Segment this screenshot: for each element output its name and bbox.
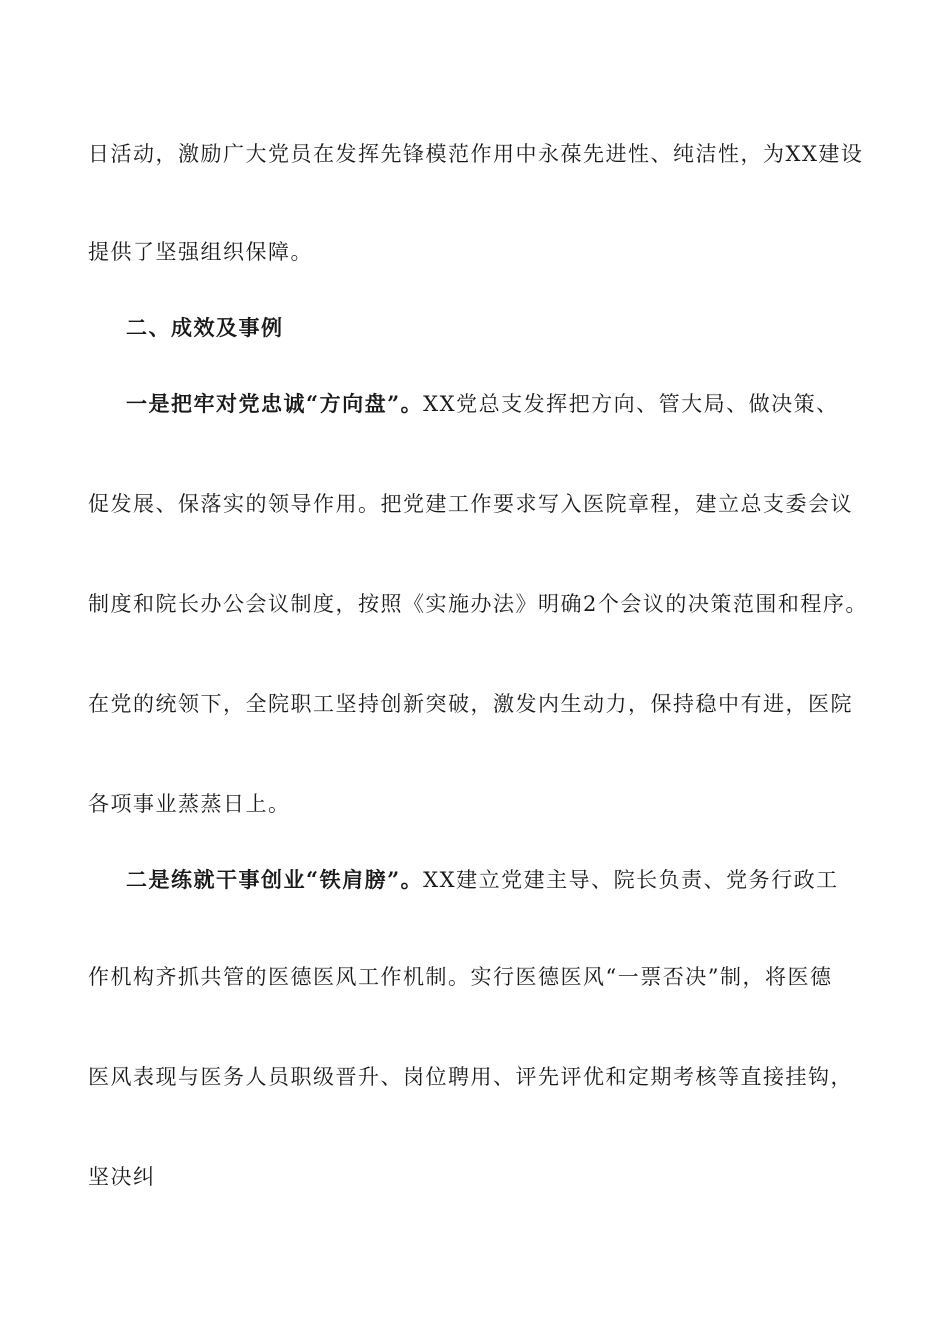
- item1-first-line: [126, 390, 868, 418]
- paragraph-line: 坚决纠: [88, 1165, 156, 1189]
- paragraph-line: 各项事业蒸蒸日上。: [88, 792, 291, 816]
- paragraph-line: 在党的统领下，全院职工坚持创新突破，激发内生动力，保持稳中有进，医院: [88, 692, 853, 716]
- paragraph-line: 促发展、保落实的领导作用。把党建工作要求写入医院章程，建立总支委会议: [88, 492, 853, 516]
- item1-lead: 一是把牢对党忠诚“方向盘”。: [126, 391, 424, 416]
- paragraph-line: 医风表现与医务人员职级晋升、岗位聘用、评先评优和定期考核等直接挂钩，: [88, 1065, 853, 1089]
- item2-first-line: [126, 866, 868, 894]
- item2-lead: 二是练就干事创业“铁肩膀”。: [126, 867, 424, 892]
- paragraph-line: 制度和院长办公会议制度，按照《实施办法》明确2个会议的决策范围和程序。: [88, 592, 868, 616]
- paragraph-line: 日活动，激励广大党员在发挥先锋模范作用中永葆先进性、纯洁性，为XX建设: [88, 142, 864, 166]
- item2-first-line-rest: XX建立党建主导、院长负责、党务行政工: [423, 868, 839, 892]
- paragraph-line: 作机构齐抓共管的医德医风工作机制。实行医德医风“一票否决”制，将医德: [88, 965, 833, 989]
- section-heading: 二、成效及事例: [126, 315, 284, 340]
- item1-first-line-rest: XX党总支发挥把方向、管大局、做决策、: [423, 392, 839, 416]
- paragraph-line: 提供了坚强组织保障。: [88, 240, 313, 264]
